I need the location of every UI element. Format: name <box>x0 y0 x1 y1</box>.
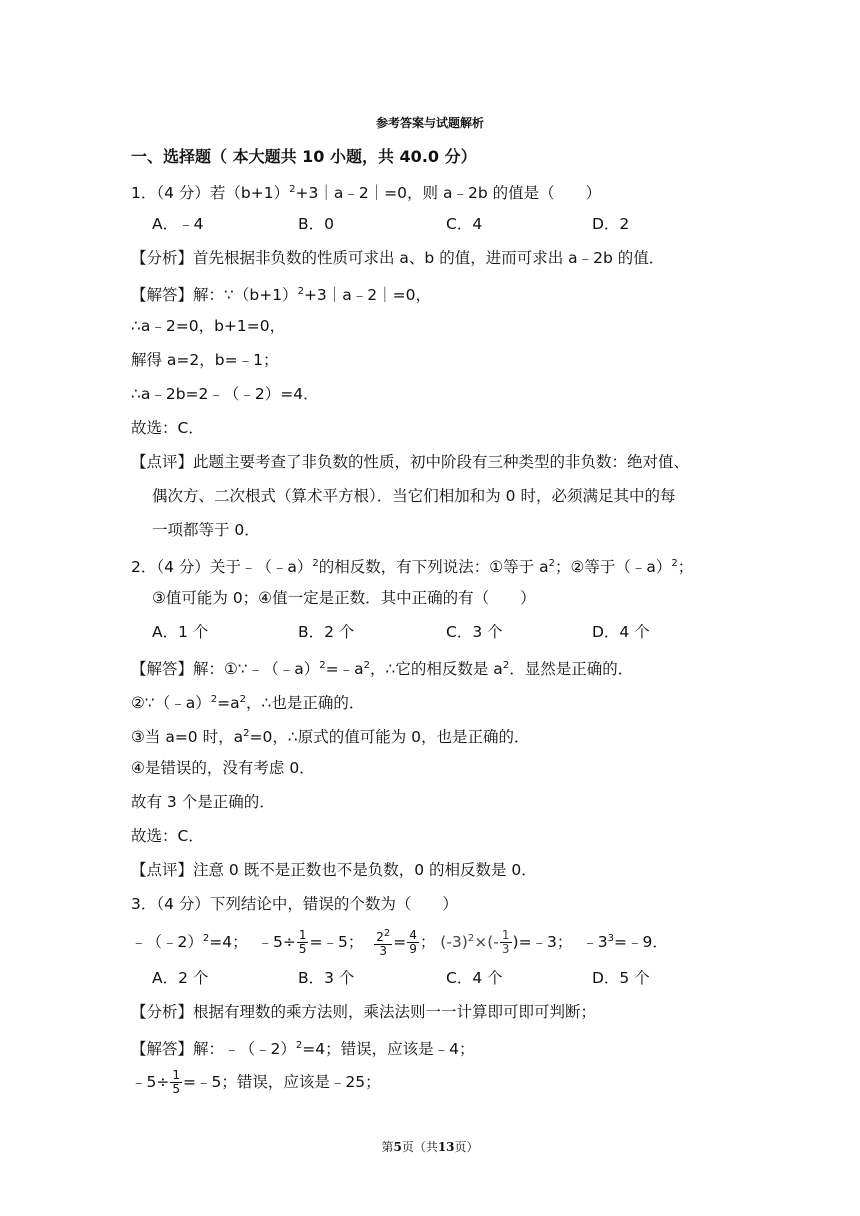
fraction-two-squared-over-three: $\frac{2^2}{3}$ <box>376 928 391 959</box>
q3-option-a: A．2 个 <box>152 969 209 987</box>
q2-option-c: C．3 个 <box>446 623 503 641</box>
q1-choice: 故选：C． <box>131 419 204 437</box>
q2-comment: 【点评】注意 0 既不是正数也不是负数，0 的相反数是 0． <box>131 861 537 879</box>
q2-option-d: D．4 个 <box>592 623 650 641</box>
page-footer: 第5页（共13页） <box>381 1140 479 1154</box>
q1-comment-2: 偶次方、二次根式（算术平方根）．当它们相加和为 0 时，必须满足其中的每 <box>152 487 676 505</box>
q1-option-d: D．2 <box>592 215 630 233</box>
q1-option-a: A．﹣4 <box>152 215 204 233</box>
q2-option-b: B．2 个 <box>298 623 355 641</box>
q1-solution-2: ∴a﹣2=0，b+1=0， <box>131 317 286 335</box>
q3-stem: 3．（4 分）下列结论中，错误的个数为（ ） <box>131 895 458 913</box>
page-title: 参考答案与试题解析 <box>375 116 484 130</box>
q2-stem-2: ③值可能为 0；④值一定是正数．其中正确的有（ ） <box>152 589 536 607</box>
total-page-count: 13 <box>437 1140 455 1154</box>
q1-option-c: C．4 <box>446 215 483 233</box>
q3-expressions: ﹣（﹣2）$^2$=4； ﹣5÷ $\frac{1}{5}$ =﹣5； $\frac{2^2}{3}$ = $\frac{4}{9}$ ； $(-3)^2\times(-$ $\frac{1}{3}$ )=﹣3； $﹣3^3=﹣9$． <box>131 928 668 959</box>
q2-solution-1: 【解答】解：$①\because﹣(﹣a)^2=﹣a^2$，∴它的相反数是 $a^2$．显然是正确的． <box>131 660 634 679</box>
fraction-one-fifth: $\frac{1}{5}$ <box>298 928 307 957</box>
section-heading: 一、选择题（ 本大题共 10 小题，共 40.0 分） <box>131 147 477 166</box>
q1-analysis: 【分析】首先根据非负数的性质可求出 a、b 的值，进而可求出 a﹣2b 的值． <box>131 249 665 267</box>
q1-solution-1: 【解答】解：$\because(b+1)^2+3|a﹣2|=0$， <box>131 286 431 305</box>
q2-stem-1: 2．（4 分）关于﹣（﹣a）$^2$的相反数，有下列说法：①等于 $a^2$；②等于（﹣a）$^2$； <box>131 558 694 577</box>
fraction-four-ninths: $\frac{4}{9}$ <box>409 928 417 957</box>
q3-option-b: B．3 个 <box>298 969 355 987</box>
q2-solution-2: $②\because(﹣a)^2=a^2$，∴也是正确的． <box>131 694 365 713</box>
q2-choice: 故选：C． <box>131 827 204 845</box>
q1-solution-3: 解得 a=2，b=﹣1； <box>131 351 279 369</box>
q3-option-c: C．4 个 <box>446 969 503 987</box>
q3-solution-1: 【解答】解：﹣（﹣2）$^2$=4；错误，应该是﹣4； <box>131 1040 475 1059</box>
q2-option-a: A．1 个 <box>152 623 209 641</box>
q1-solution-4: ∴a﹣2b=2﹣（﹣2）=4． <box>131 385 319 403</box>
q1-stem: 1．（4 分）若$(b+1)^2+3|a﹣2|=0$，则 a﹣2b 的值是（ ） <box>131 184 602 203</box>
q2-solution-3: ③当 a=0 时，$a^2=0$，∴原式的值可能为 0，也是正确的． <box>131 728 530 747</box>
q3-solution-2: ﹣5÷ $\frac{1}{5}$ =﹣5；错误，应该是﹣25； <box>131 1068 381 1096</box>
q2-solution-4: ④是错误的，没有考虑 0． <box>131 759 315 777</box>
q3-option-d: D．5 个 <box>592 969 650 987</box>
q1-comment-3: 一项都等于 0． <box>152 521 260 539</box>
current-page-number: 5 <box>393 1140 402 1154</box>
q2-solution-5: 故有 3 个是正确的． <box>131 793 275 811</box>
fraction-one-third: $\frac{1}{3}$ <box>501 928 510 957</box>
q1-comment-1: 【点评】此题主要考查了非负数的性质，初中阶段有三种类型的非负数：绝对值、 <box>131 453 690 471</box>
fraction-one-fifth-solution: $\frac{1}{5}$ <box>172 1068 180 1096</box>
q3-analysis: 【分析】根据有理数的乘方法则，乘法法则一一计算即可即可判断； <box>131 1003 597 1021</box>
q1-option-b: B．0 <box>298 215 334 233</box>
